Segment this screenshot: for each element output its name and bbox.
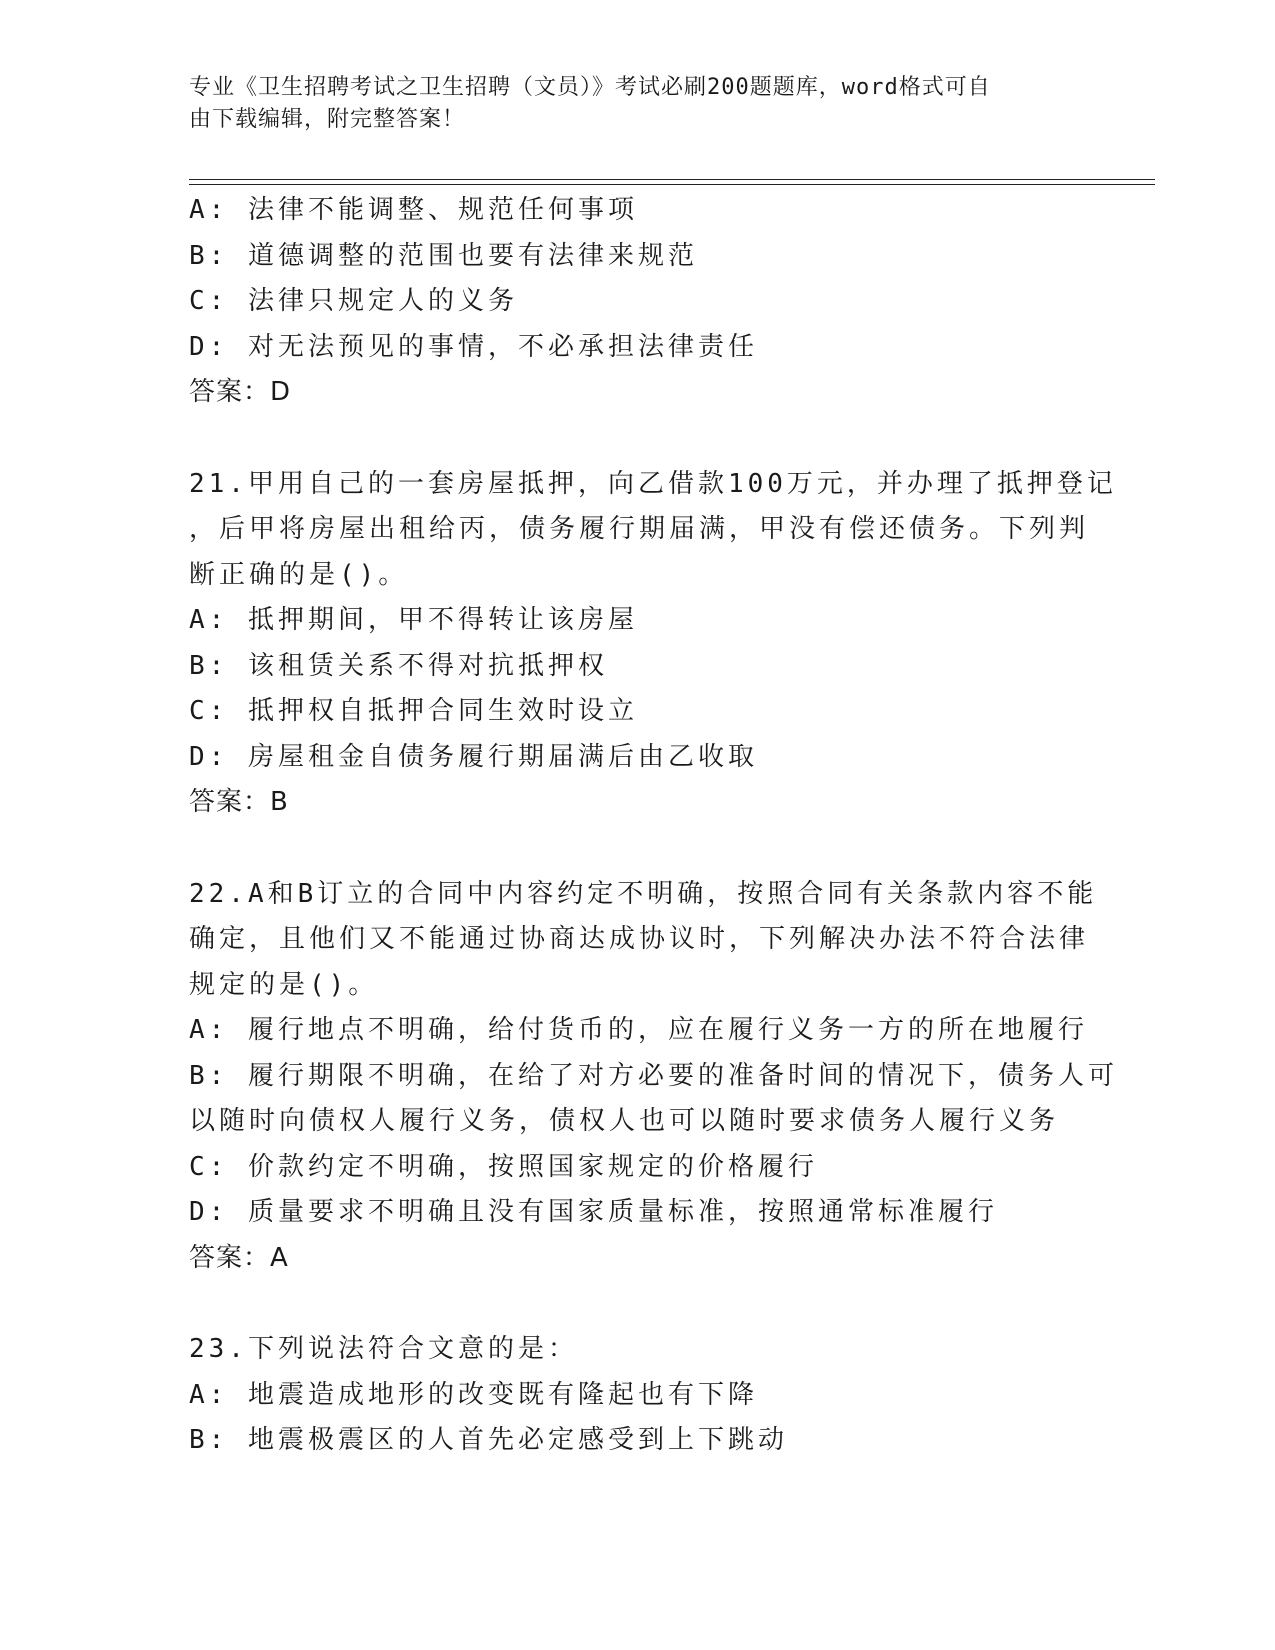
option-b: B: 地震极震区的人首先必定感受到上下跳动 xyxy=(189,1425,788,1455)
question-stem-line: 规定的是()。 xyxy=(189,969,379,1000)
option-c: C: 价款约定不明确，按照国家规定的价格履行 xyxy=(189,1151,818,1182)
answer-line: 答案：B xyxy=(189,787,289,817)
document-header xyxy=(189,72,1069,136)
option-a: A: 履行地点不明确，给付货币的，应在履行义务一方的所在地履行 xyxy=(189,1015,1088,1045)
header-rule-bottom xyxy=(189,184,1155,185)
question-stem-line: 确定，且他们又不能通过协商达成协议时，下列解决办法不符合法律 xyxy=(189,924,1090,954)
option-b-line-2: 以随时向债权人履行义务，债权人也可以随时要求债务人履行义务 xyxy=(189,1106,1060,1136)
option-b-line-1: B: 履行期限不明确，在给了对方必要的准备时间的情况下，债务人可 xyxy=(189,1060,1118,1091)
question-stem-line: 21.甲用自己的一套房屋抵押，向乙借款100万元，并办理了抵押登记 xyxy=(189,468,1117,499)
option-d: D: 对无法预见的事情，不必承担法律责任 xyxy=(189,331,758,362)
question-stem-line: 22.A和B订立的合同中内容约定不明确，按照合同有关条款内容不能 xyxy=(189,878,1098,909)
question-22 xyxy=(189,872,1118,1282)
answer-line: 答案：A xyxy=(189,1242,289,1273)
header-line-2: 由下载编辑，附完整答案！ xyxy=(189,107,466,132)
question-stem-line: 断正确的是()。 xyxy=(189,559,409,590)
option-b: B: 该租赁关系不得对抗抵押权 xyxy=(189,650,608,681)
spacer xyxy=(189,826,1089,872)
spacer xyxy=(189,416,1089,462)
option-a: A: 抵押期间，甲不得转让该房屋 xyxy=(189,605,638,635)
spacer xyxy=(189,1281,1089,1327)
question-23 xyxy=(189,1327,1089,1464)
option-a: A: 地震造成地形的改变既有隆起也有下降 xyxy=(189,1379,758,1410)
option-c: C: 抵押权自抵押合同生效时设立 xyxy=(189,696,638,726)
option-a: A: 法律不能调整、规范任何事项 xyxy=(189,195,638,225)
question-list xyxy=(189,188,1118,1464)
option-d: D: 房屋租金自债务履行期届满后由乙收取 xyxy=(189,741,758,772)
option-d: D: 质量要求不明确且没有国家质量标准，按照通常标准履行 xyxy=(189,1197,998,1227)
option-b: B: 道德调整的范围也要有法律来规范 xyxy=(189,240,698,271)
question-stem-line: 23.下列说法符合文意的是： xyxy=(189,1334,578,1364)
header-line-1: 专业《卫生招聘考试之卫生招聘（文员）》考试必刷200题题库，word格式可自 xyxy=(189,75,991,100)
header-rule-top xyxy=(189,179,1155,180)
option-c: C: 法律只规定人的义务 xyxy=(189,286,518,316)
question-20 xyxy=(189,188,1089,416)
question-stem-line: ，后甲将房屋出租给丙，债务履行期届满，甲没有偿还债务。下列判 xyxy=(189,514,1090,544)
question-21 xyxy=(189,462,1117,826)
answer-line: 答案：D xyxy=(189,377,292,407)
